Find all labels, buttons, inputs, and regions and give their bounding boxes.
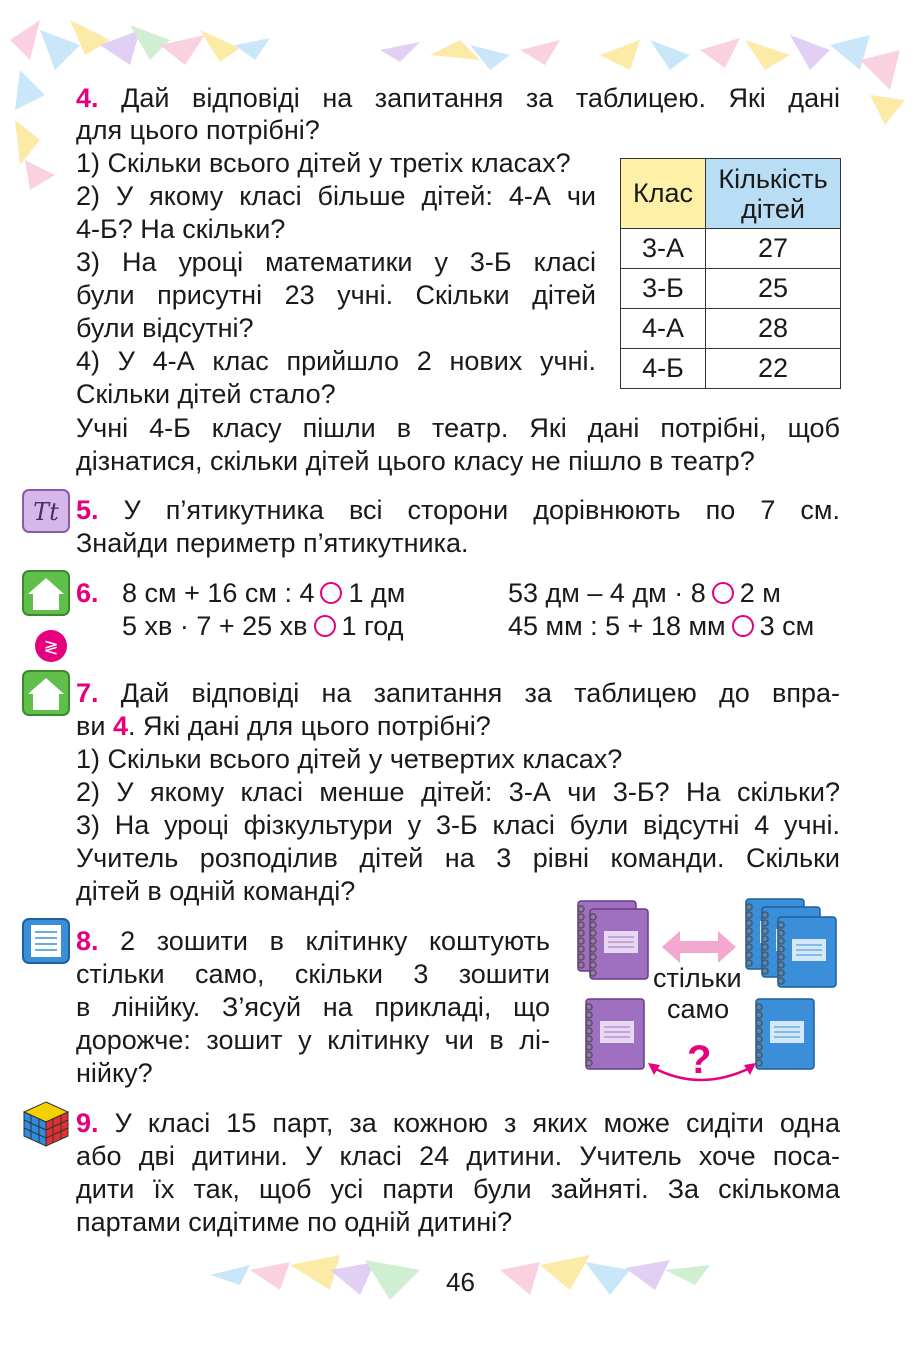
compare-circle[interactable] <box>320 582 342 604</box>
ex7-ref: 4 <box>112 711 128 741</box>
ex9-line-2: або дві дитини. У класі 24 дитини. Учитель хоче поса- <box>76 1141 840 1171</box>
ex6-number: 6. <box>76 578 99 608</box>
page-number: 46 <box>446 1267 475 1297</box>
ex4-line-1: 4. Дай відповіді на запитання за таблицею. Які дані <box>76 83 840 113</box>
ex8-line-3: в лінійку. З’ясуй на прикладі, що <box>76 992 550 1022</box>
ex5-number: 5. <box>76 495 99 525</box>
ex6-item-1: 8 см + 16 см : 4 1 дм <box>122 578 406 608</box>
ex4-line-7: були присутні 23 учні. Скільки дітей <box>76 280 596 310</box>
ex4-line-10: Скільки дітей стало? <box>76 379 336 409</box>
table-row: 4-Б 22 <box>621 349 841 389</box>
ex4-line-8: були відсутні? <box>76 313 254 343</box>
ex6-item-3: 5 хв · 7 + 25 хв 1 год <box>122 611 404 641</box>
ex5-line-1: 5. У п’ятикутника всі сторони дорівнюють по 7 см. <box>76 495 840 525</box>
ex5-line-2: Знайди периметр п’ятикутника. <box>76 528 469 558</box>
ex7-line-3: 1) Скільки всього дітей у четвертих класах? <box>76 744 623 774</box>
svg-text:≷: ≷ <box>43 637 59 658</box>
tt-icon <box>22 489 70 533</box>
ex7-number: 7. <box>76 678 99 708</box>
table-row: 3-Б 25 <box>621 269 841 309</box>
ex7-line-7: дітей в одній команді? <box>76 876 356 906</box>
ex4-line-5: 4-Б? На скільки? <box>76 214 286 244</box>
illustration-question: ? <box>687 1038 712 1082</box>
compare-circle[interactable] <box>732 615 754 637</box>
ex4-line-3: 1) Скільки всього дітей у третіх класах? <box>76 148 571 178</box>
ex7-line-2: ви 4. Які дані для цього потрібні? <box>76 711 491 741</box>
ex8-number: 8. <box>76 926 99 956</box>
ex4-line-2: для цього потрібні? <box>76 115 320 145</box>
svg-text:Tt: Tt <box>33 498 59 526</box>
home-icon <box>22 570 70 616</box>
notebook-icon <box>22 918 70 964</box>
rubik-cube-icon <box>22 1100 70 1148</box>
ex8-line-5: нійку? <box>76 1058 153 1088</box>
home-icon <box>22 670 70 716</box>
ex6-item-4: 45 мм : 5 + 18 мм 3 см <box>508 611 815 641</box>
ex4-line-6: 3) На уроці математики у 3-Б класі <box>76 247 596 277</box>
ex4-line-12: дізнатися, скільки дітей цього класу не пішло в театр? <box>76 446 755 476</box>
table-header-class: Клас <box>621 159 706 229</box>
ex8-line-4: дорожче: зошит у клітинку чи в лі- <box>76 1025 550 1055</box>
ex9-number: 9. <box>76 1108 99 1138</box>
ex7-line-5: 3) На уроці фізкультури у 3-Б класі були відсутні 4 учні. <box>76 810 840 840</box>
ex7-line-4: 2) У якому класі менше дітей: 3-А чи 3-Б? На скільки? <box>76 777 840 807</box>
ex7-line-1: 7. Дай відповіді на запитання за таблицею до впра- <box>76 678 840 708</box>
ex8-line-2: стільки само, скільки 3 зошити <box>76 959 550 989</box>
ex9-line-1: 9. У класі 15 парт, за кожною з яких може сидіти одна <box>76 1108 840 1138</box>
ex4-line-9: 4) У 4-А клас прийшло 2 нових учні. <box>76 346 596 376</box>
ex6-line-1 <box>76 577 99 610</box>
compare-circle[interactable] <box>712 582 734 604</box>
ex7-line-6: Учитель розподілив дітей на 3 рівні команди. Скільки <box>76 843 840 873</box>
ex6-item-2: 53 дм – 4 дм · 8 2 м <box>508 578 781 608</box>
table-row: 3-А 27 <box>621 229 841 269</box>
ex9-line-3: дити їх так, щоб усі парти були зайняті. За скількома <box>76 1174 840 1204</box>
class-table <box>620 158 841 389</box>
ex9-line-4: партами сидітиме по одній дитині? <box>76 1207 513 1237</box>
compare-circle[interactable] <box>314 615 336 637</box>
ex4-line-4: 2) У якому класі більше дітей: 4-А чи <box>76 181 596 211</box>
illustration-label-1: стільки <box>653 963 742 993</box>
table-header-count: Кількість дітей <box>706 159 841 229</box>
ex4-line-11: Учні 4-Б класу пішли в театр. Які дані потрібні, щоб <box>76 413 840 443</box>
compare-icon <box>33 628 69 664</box>
ex4-number: 4. <box>76 83 99 113</box>
ex8-line-1: 8. 2 зошити в клітинку коштують <box>76 926 550 956</box>
illustration-label-2: само <box>667 994 730 1024</box>
table-row: 4-А 28 <box>621 309 841 349</box>
